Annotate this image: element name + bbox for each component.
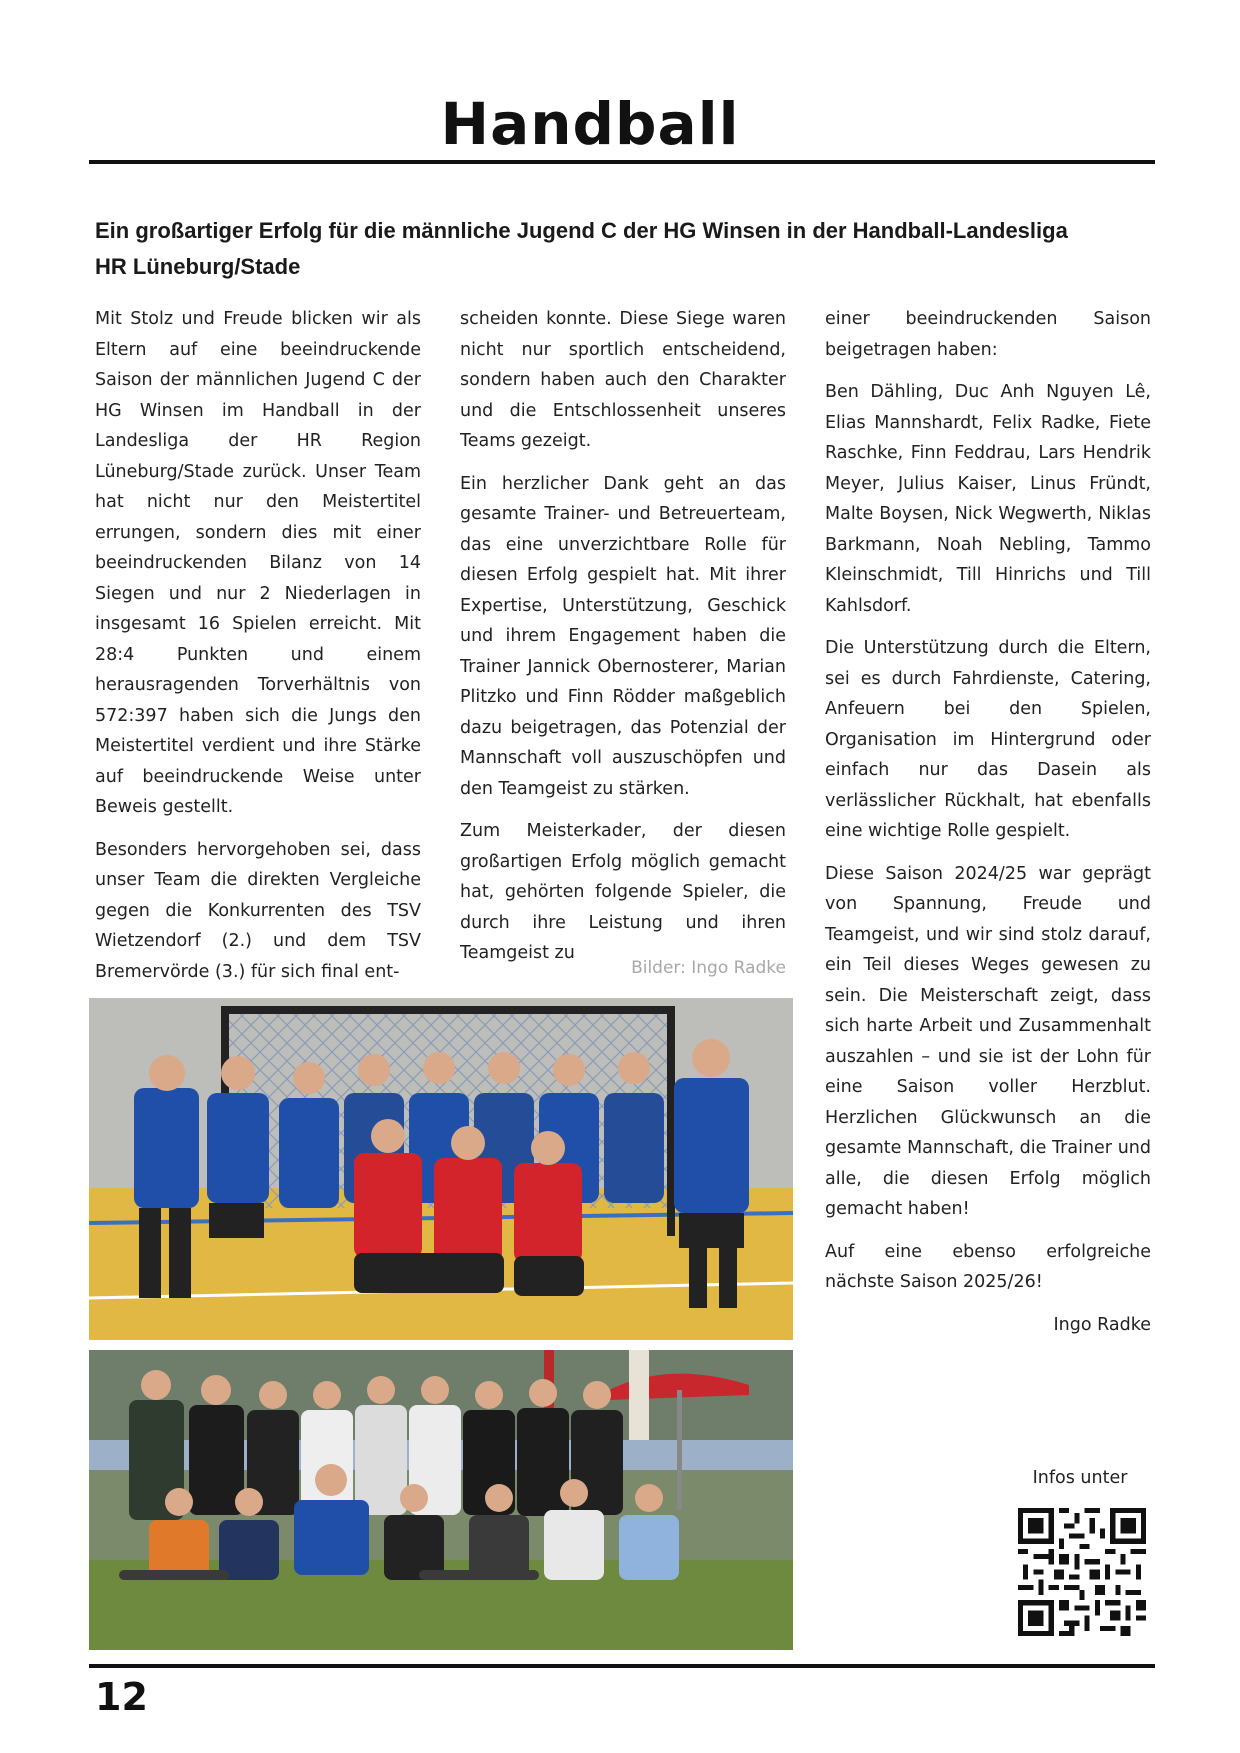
group-standing bbox=[129, 1370, 623, 1520]
header-rule bbox=[89, 160, 1155, 164]
paragraph: Ben Dähling, Duc Anh Nguyen Lê, Elias Mannshardt, Felix Radke, Fiete Raschke, Finn Feddrau, Lars Hendrik Meyer, Julius Kaiser, Linus Fründt, Malte Boysen, Nick Wegwerth, Niklas Barkmann, Noah Nebling, Tammo Kleinschmidt, Till Hinrichs und Till Kahlsdorf. bbox=[825, 382, 1151, 616]
photo-credit: Bilder: Ingo Radke bbox=[631, 958, 786, 978]
qr-code-icon[interactable] bbox=[1018, 1508, 1146, 1636]
paragraph: Besonders hervorgehoben sei, dass unser Team die direkten Vergleiche gegen die Konkurrenten des TSV Wietzendorf (2.) und dem TSV Bremervörde (3.) für sich final ent- bbox=[95, 839, 421, 982]
footer-rule bbox=[89, 1664, 1155, 1668]
article-headline bbox=[95, 213, 1095, 285]
headline-line-1: Ein großartiger Erfolg für die männliche Jugend C der HG Winsen in der Handball-Landesliga bbox=[95, 218, 1068, 243]
paragraph: Diese Saison 2024/25 war geprägt von Spannung, Freude und Teamgeist, und wir sind stolz darauf, ein Teil dieses Weges gewesen zu sein. Die Meisterschaft zeigt, dass sich harte Arbeit und Zusammenhalt auszahlen – und sie ist der Lohn für eine Saison voller Herzblut. Herzlichen Glückwunsch an die gesamte Mannschaft, die Trainer und alle, die diesen Erfolg möglich gemacht haben! bbox=[825, 863, 1151, 1219]
text-column-3 bbox=[825, 304, 1151, 1352]
author-signature: Ingo Radke bbox=[1053, 1314, 1151, 1335]
page-number: 12 bbox=[95, 1675, 148, 1719]
players-front-row bbox=[354, 1119, 584, 1296]
text-column-1 bbox=[95, 304, 421, 999]
paragraph: Zum Meisterkader, der diesen großartigen Erfolg möglich gemacht hat, gehörten folgende Spieler, die durch ihre Leistung und ihren Teamgeist zu bbox=[460, 821, 786, 963]
paragraph: einer beeindruckenden Saison beigetragen haben: bbox=[825, 309, 1151, 360]
headline-line-2: HR Lüneburg/Stade bbox=[95, 254, 301, 279]
infos-label: Infos unter bbox=[1032, 1468, 1128, 1488]
page-title: Handball bbox=[440, 90, 740, 158]
text-column-2 bbox=[460, 304, 786, 981]
paragraph: Mit Stolz und Freude blicken wir als Eltern auf eine beeindruckende Saison der männlichen Jugend C der HG Winsen im Handball in der Landesliga der HR Region Lüneburg/Stade zurück. Unser Team hat nicht nur den Meistertitel errungen, sondern dies mit einer beeindruckenden Bilanz von 14 Siegen und nur 2 Niederlagen in insgesamt 16 Spielen erreicht. Mit 28:4 Punkten und einem herausragenden Torverhältnis von 572:397 haben sich die Jungs den Meistertitel verdient und ihre Stärke auf beeindruckende Weise unter Beweis gestellt. bbox=[95, 309, 421, 817]
team-photo-outdoor bbox=[89, 1350, 793, 1650]
paragraph: Ein herzlicher Dank geht an das gesamte Trainer- und Betreuerteam, das eine unverzichtbare Rolle für diesen Erfolg gespielt hat. Mit ihrer Expertise, Unterstützung, Geschick und ihrem Engagement haben die Trainer Jannick Obernosterer, Marian Plitzko und Finn Rödder maßgeblich dazu beigetragen, das Potenzial der Mannschaft voll auszuschöpfen und den Teamgeist zu stärken. bbox=[460, 473, 786, 799]
paragraph: Die Unterstützung durch die Eltern, sei es durch Fahrdienste, Catering, Anfeuern bei den Spielen, Organisation im Hintergrund oder einfach nur das Dasein als verlässlicher Rückhalt, hat ebenfalls eine wichtige Rolle gespielt. bbox=[825, 638, 1151, 841]
paragraph: Auf eine ebenso erfolgreiche nächste Saison 2025/26! bbox=[825, 1241, 1151, 1292]
team-photo-gym bbox=[89, 998, 793, 1340]
paragraph: scheiden konnte. Diese Siege waren nicht nur sportlich entscheidend, sondern haben auch den Charakter und die Entschlossenheit unseres Teams gezeigt. bbox=[460, 309, 786, 451]
